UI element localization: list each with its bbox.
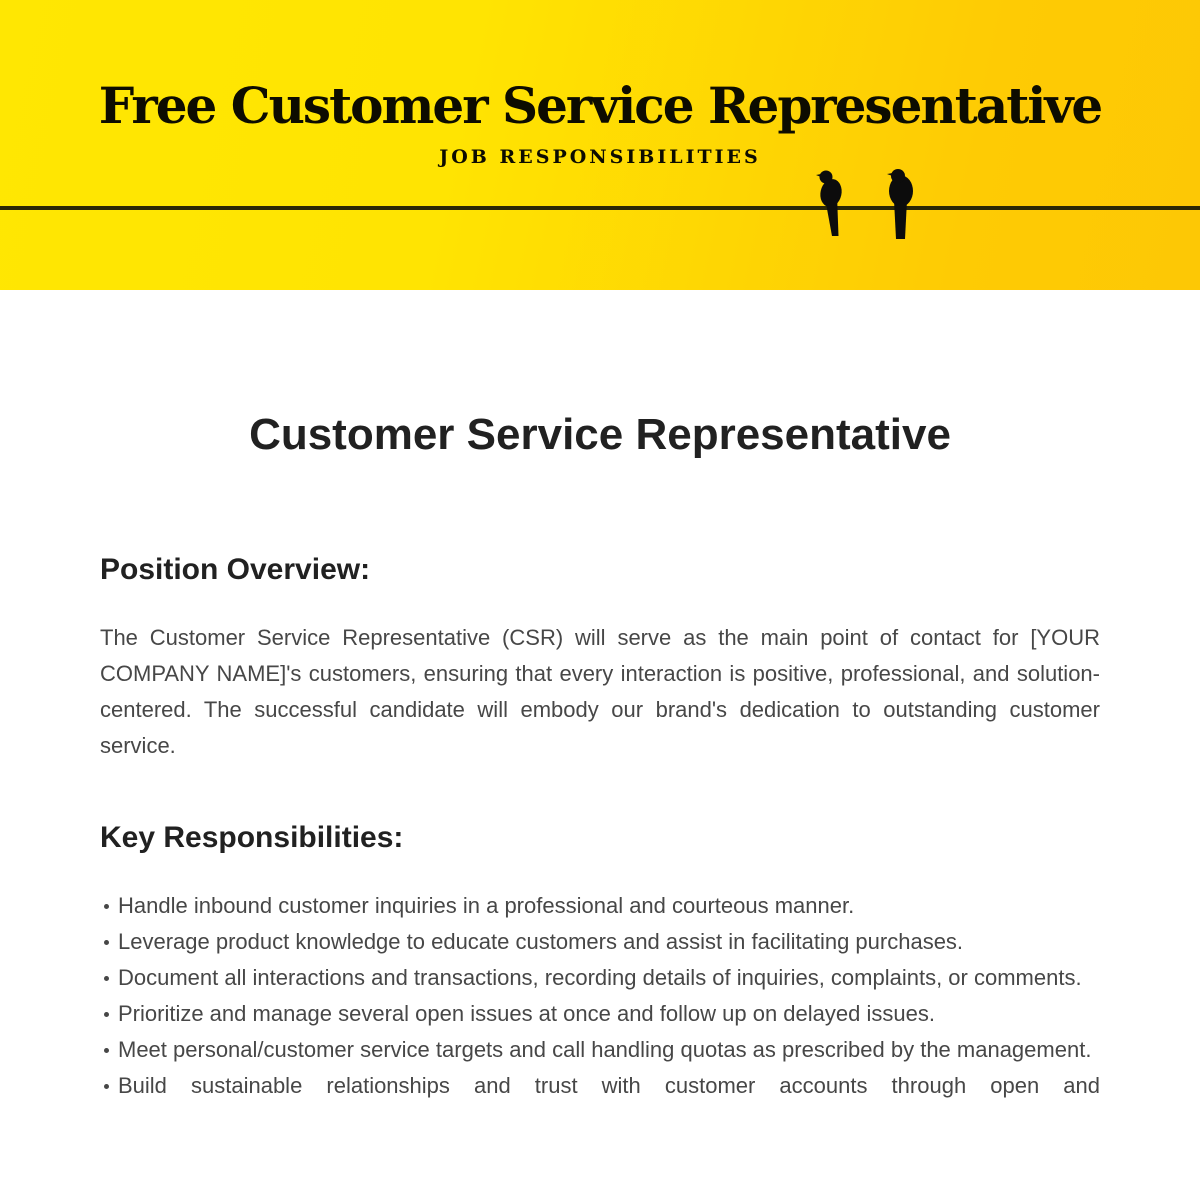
list-item: Leverage product knowledge to educate customers and assist in facilitating purchases. — [100, 924, 1100, 960]
birds-on-wire-icon — [806, 168, 936, 243]
page-title: Customer Service Representative — [249, 410, 951, 459]
position-overview-paragraph: The Customer Service Representative (CSR) will serve as the main point of contact for [YOUR COMPANY NAME]'s customers, ensuring that every interaction is positive, professional, and solution-centered. The successful candidate will embody our brand's dedication to outstanding customer service. — [100, 625, 1100, 758]
header-banner — [0, 0, 1200, 290]
banner-title: Free Customer Service Representative — [98, 76, 1102, 135]
list-item: Build sustainable relationships and trust with customer accounts through open and — [100, 1068, 1100, 1104]
section-heading-key-responsibilities: Key Responsibilities: — [100, 821, 404, 854]
list-item: Prioritize and manage several open issues at once and follow up on delayed issues. — [100, 996, 1100, 1032]
banner-subtitle: JOB RESPONSIBILITIES — [439, 145, 761, 168]
section-heading-position-overview: Position Overview: — [100, 553, 371, 586]
list-item: Meet personal/customer service targets and call handling quotas as prescribed by the management. — [100, 1032, 1100, 1068]
responsibilities-list — [100, 888, 1100, 1104]
list-item: Document all interactions and transactions, recording details of inquiries, complaints, or comments. — [100, 960, 1100, 996]
wire-divider-line — [0, 206, 1200, 210]
list-item: Handle inbound customer inquiries in a professional and courteous manner. — [100, 888, 1100, 924]
document-body — [0, 410, 1200, 1104]
